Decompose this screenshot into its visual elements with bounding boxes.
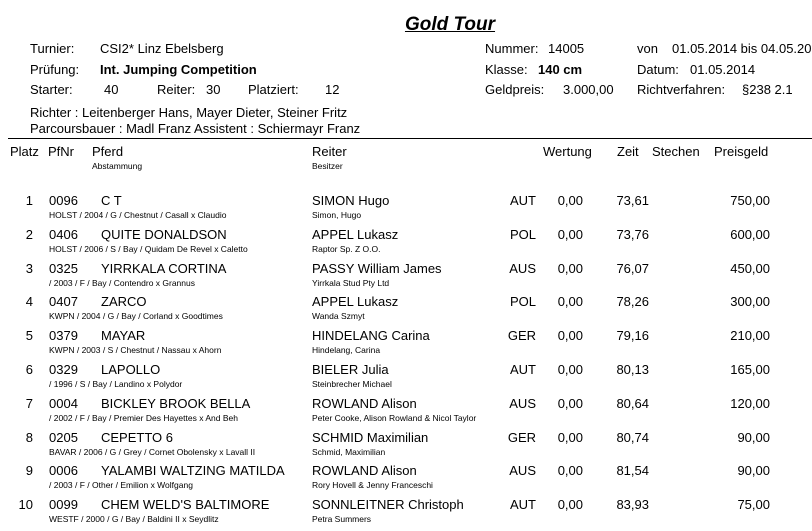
richter-line: Richter : Leitenberger Hans, Mayer Dieter, Steiner Fritz [30, 105, 348, 120]
starter-value: 40 [104, 82, 119, 97]
cell-zeit: 81,54 [616, 463, 649, 478]
cell-platz: 7 [25, 396, 33, 411]
cell-platz: 3 [25, 261, 33, 276]
cell-zeit: 73,76 [616, 227, 649, 242]
platziert-label: Platziert: [248, 82, 299, 97]
cell-zeit: 73,61 [616, 193, 649, 208]
cell-pferd: C T [101, 193, 122, 208]
cell-pfnr: 0004 [49, 396, 78, 411]
cell-abstammung: WESTF / 2000 / G / Bay / Baldini II x Seydlitz [49, 514, 219, 524]
cell-abstammung: BAVAR / 2006 / G / Grey / Cornet Obolensky x Lavall II [49, 447, 256, 457]
cell-abstammung: / 1996 / S / Bay / Landino x Polydor [49, 379, 183, 389]
cell-zeit: 79,16 [616, 328, 649, 343]
cell-besitzer: Peter Cooke, Alison Rowland & Nicol Taylor [312, 413, 477, 423]
cell-zeit: 83,93 [616, 497, 649, 512]
header-divider [8, 138, 812, 139]
cell-preisgeld: 165,00 [730, 362, 770, 377]
cell-platz: 4 [25, 294, 33, 309]
table-row [0, 227, 812, 261]
reiter-count-label: Reiter: [157, 82, 196, 97]
von-value: 01.05.2014 bis 04.05.20 [672, 41, 812, 56]
table-row [0, 396, 812, 430]
table-row [0, 261, 812, 295]
cell-pferd: CHEM WELD'S BALTIMORE [101, 497, 270, 512]
cell-pfnr: 0379 [49, 328, 78, 343]
cell-nation: AUT [510, 497, 536, 512]
cell-pferd: MAYAR [101, 328, 146, 343]
geldpreis-label: Geldpreis: [485, 82, 545, 97]
cell-pfnr: 0006 [49, 463, 78, 478]
table-row [0, 294, 812, 328]
cell-besitzer: Steinbrecher Michael [312, 379, 392, 389]
richtverfahren-label: Richtverfahren: [637, 82, 726, 97]
cell-wertung: 0,00 [557, 227, 583, 242]
cell-preisgeld: 450,00 [730, 261, 770, 276]
cell-pfnr: 0325 [49, 261, 78, 276]
col-reiter: Reiter [312, 144, 347, 159]
datum-value: 01.05.2014 [690, 62, 756, 77]
cell-wertung: 0,00 [557, 463, 583, 478]
datum-label: Datum: [637, 62, 679, 77]
cell-pferd: ZARCO [101, 294, 147, 309]
col-besitzer: Besitzer [312, 161, 343, 171]
cell-nation: GER [507, 430, 536, 445]
cell-platz: 5 [25, 328, 33, 343]
cell-pfnr: 0407 [49, 294, 78, 309]
cell-besitzer: Schmid, Maximilian [312, 447, 386, 457]
starter-label: Starter: [30, 82, 73, 97]
von-label: von [637, 41, 658, 56]
col-pfnr: PfNr [48, 144, 74, 159]
col-platz: Platz [10, 144, 39, 159]
cell-besitzer: Petra Summers [312, 514, 372, 524]
geldpreis-value: 3.000,00 [563, 82, 614, 97]
cell-nation: POL [509, 227, 536, 242]
cell-pferd: LAPOLLO [101, 362, 161, 377]
cell-reiter: ROWLAND Alison [312, 463, 417, 478]
pruefung-label: Prüfung: [30, 62, 80, 77]
cell-zeit: 80,13 [616, 362, 649, 377]
table-row [0, 328, 812, 362]
cell-platz: 9 [25, 463, 33, 478]
cell-nation: POL [509, 294, 536, 309]
cell-reiter: PASSY William James [312, 261, 442, 276]
cell-nation: AUS [509, 396, 536, 411]
platziert-value: 12 [325, 82, 340, 97]
col-wertung: Wertung [543, 144, 592, 159]
cell-besitzer: Simon, Hugo [312, 210, 362, 220]
richtverfahren-value: §238 2.1 [742, 82, 793, 97]
turnier-label: Turnier: [30, 41, 75, 56]
col-zeit: Zeit [617, 144, 639, 159]
cell-pfnr: 0096 [49, 193, 78, 208]
cell-platz: 8 [25, 430, 33, 445]
cell-pfnr: 0406 [49, 227, 78, 242]
cell-abstammung: / 2003 / F / Other / Emilion x Wolfgang [49, 480, 193, 490]
page-title: Gold Tour [404, 14, 496, 35]
cell-reiter: SCHMID Maximilian [312, 430, 429, 445]
cell-preisgeld: 750,00 [730, 193, 770, 208]
cell-preisgeld: 75,00 [737, 497, 770, 512]
cell-pferd: YIRRKALA CORTINA [101, 261, 227, 276]
cell-preisgeld: 210,00 [730, 328, 770, 343]
cell-platz: 1 [25, 193, 33, 208]
cell-preisgeld: 600,00 [730, 227, 770, 242]
cell-pferd: CEPETTO 6 [101, 430, 174, 445]
cell-preisgeld: 90,00 [737, 463, 770, 478]
cell-reiter: APPEL Lukasz [312, 294, 399, 309]
cell-preisgeld: 120,00 [730, 396, 770, 411]
cell-wertung: 0,00 [557, 396, 583, 411]
col-stechen: Stechen [652, 144, 700, 159]
cell-platz: 2 [25, 227, 33, 242]
table-row [0, 362, 812, 396]
pruefung-value: Int. Jumping Competition [100, 62, 257, 77]
cell-reiter: SONNLEITNER Christoph [312, 497, 464, 512]
cell-reiter: BIELER Julia [312, 362, 389, 377]
cell-wertung: 0,00 [557, 261, 583, 276]
turnier-value: CSI2* Linz Ebelsberg [100, 41, 224, 56]
cell-zeit: 78,26 [616, 294, 649, 309]
cell-wertung: 0,00 [557, 294, 583, 309]
table-row [0, 463, 812, 497]
col-preisgeld: Preisgeld [714, 144, 769, 159]
cell-pfnr: 0205 [49, 430, 78, 445]
cell-platz: 6 [25, 362, 33, 377]
cell-wertung: 0,00 [557, 430, 583, 445]
cell-nation: AUT [510, 193, 536, 208]
cell-abstammung: HOLST / 2006 / S / Bay / Quidam De Revel x Caletto [49, 244, 248, 254]
cell-nation: AUS [509, 463, 536, 478]
cell-reiter: HINDELANG Carina [312, 328, 430, 343]
cell-zeit: 80,64 [616, 396, 649, 411]
cell-abstammung: KWPN / 2004 / G / Bay / Corland x Goodtimes [49, 311, 223, 321]
table-row [0, 193, 812, 227]
table-row [0, 430, 812, 464]
cell-abstammung: / 2002 / F / Bay / Premier Des Hayettes x And Beh [49, 413, 238, 423]
cell-wertung: 0,00 [557, 362, 583, 377]
cell-pferd: QUITE DONALDSON [101, 227, 227, 242]
cell-nation: AUS [509, 261, 536, 276]
cell-reiter: APPEL Lukasz [312, 227, 399, 242]
cell-preisgeld: 300,00 [730, 294, 770, 309]
cell-abstammung: KWPN / 2003 / S / Chestnut / Nassau x Ahorn [49, 345, 222, 355]
cell-besitzer: Rory Hovell & Jenny Franceschi [312, 480, 433, 490]
col-abstammung: Abstammung [92, 161, 143, 171]
cell-zeit: 80,74 [616, 430, 649, 445]
cell-besitzer: Hindelang, Carina [312, 345, 381, 355]
cell-wertung: 0,00 [557, 193, 583, 208]
cell-preisgeld: 90,00 [737, 430, 770, 445]
cell-pferd: BICKLEY BROOK BELLA [101, 396, 251, 411]
cell-besitzer: Wanda Szmyt [312, 311, 365, 321]
cell-pfnr: 0099 [49, 497, 78, 512]
cell-nation: GER [507, 328, 536, 343]
cell-wertung: 0,00 [557, 328, 583, 343]
klasse-label: Klasse: [485, 62, 528, 77]
cell-abstammung: / 2003 / F / Bay / Contendro x Grannus [49, 278, 195, 288]
cell-pferd: YALAMBI WALTZING MATILDA [101, 463, 285, 478]
cell-wertung: 0,00 [557, 497, 583, 512]
col-pferd: Pferd [92, 144, 124, 159]
cell-besitzer: Raptor Sp. Z O.O. [312, 244, 381, 254]
cell-besitzer: Yirrkala Stud Pty Ltd [312, 278, 390, 288]
nummer-label: Nummer: [485, 41, 539, 56]
cell-platz: 10 [18, 497, 33, 512]
cell-reiter: ROWLAND Alison [312, 396, 417, 411]
cell-abstammung: HOLST / 2004 / G / Chestnut / Casall x Claudio [49, 210, 227, 220]
klasse-value: 140 cm [538, 62, 583, 77]
reiter-count-value: 30 [206, 82, 221, 97]
cell-zeit: 76,07 [616, 261, 649, 276]
nummer-value: 14005 [548, 41, 585, 56]
cell-nation: AUT [510, 362, 536, 377]
parcoursbauer-line: Parcoursbauer : Madl Franz Assistent : Schiermayr Franz [30, 121, 361, 136]
cell-pfnr: 0329 [49, 362, 78, 377]
cell-reiter: SIMON Hugo [312, 193, 390, 208]
